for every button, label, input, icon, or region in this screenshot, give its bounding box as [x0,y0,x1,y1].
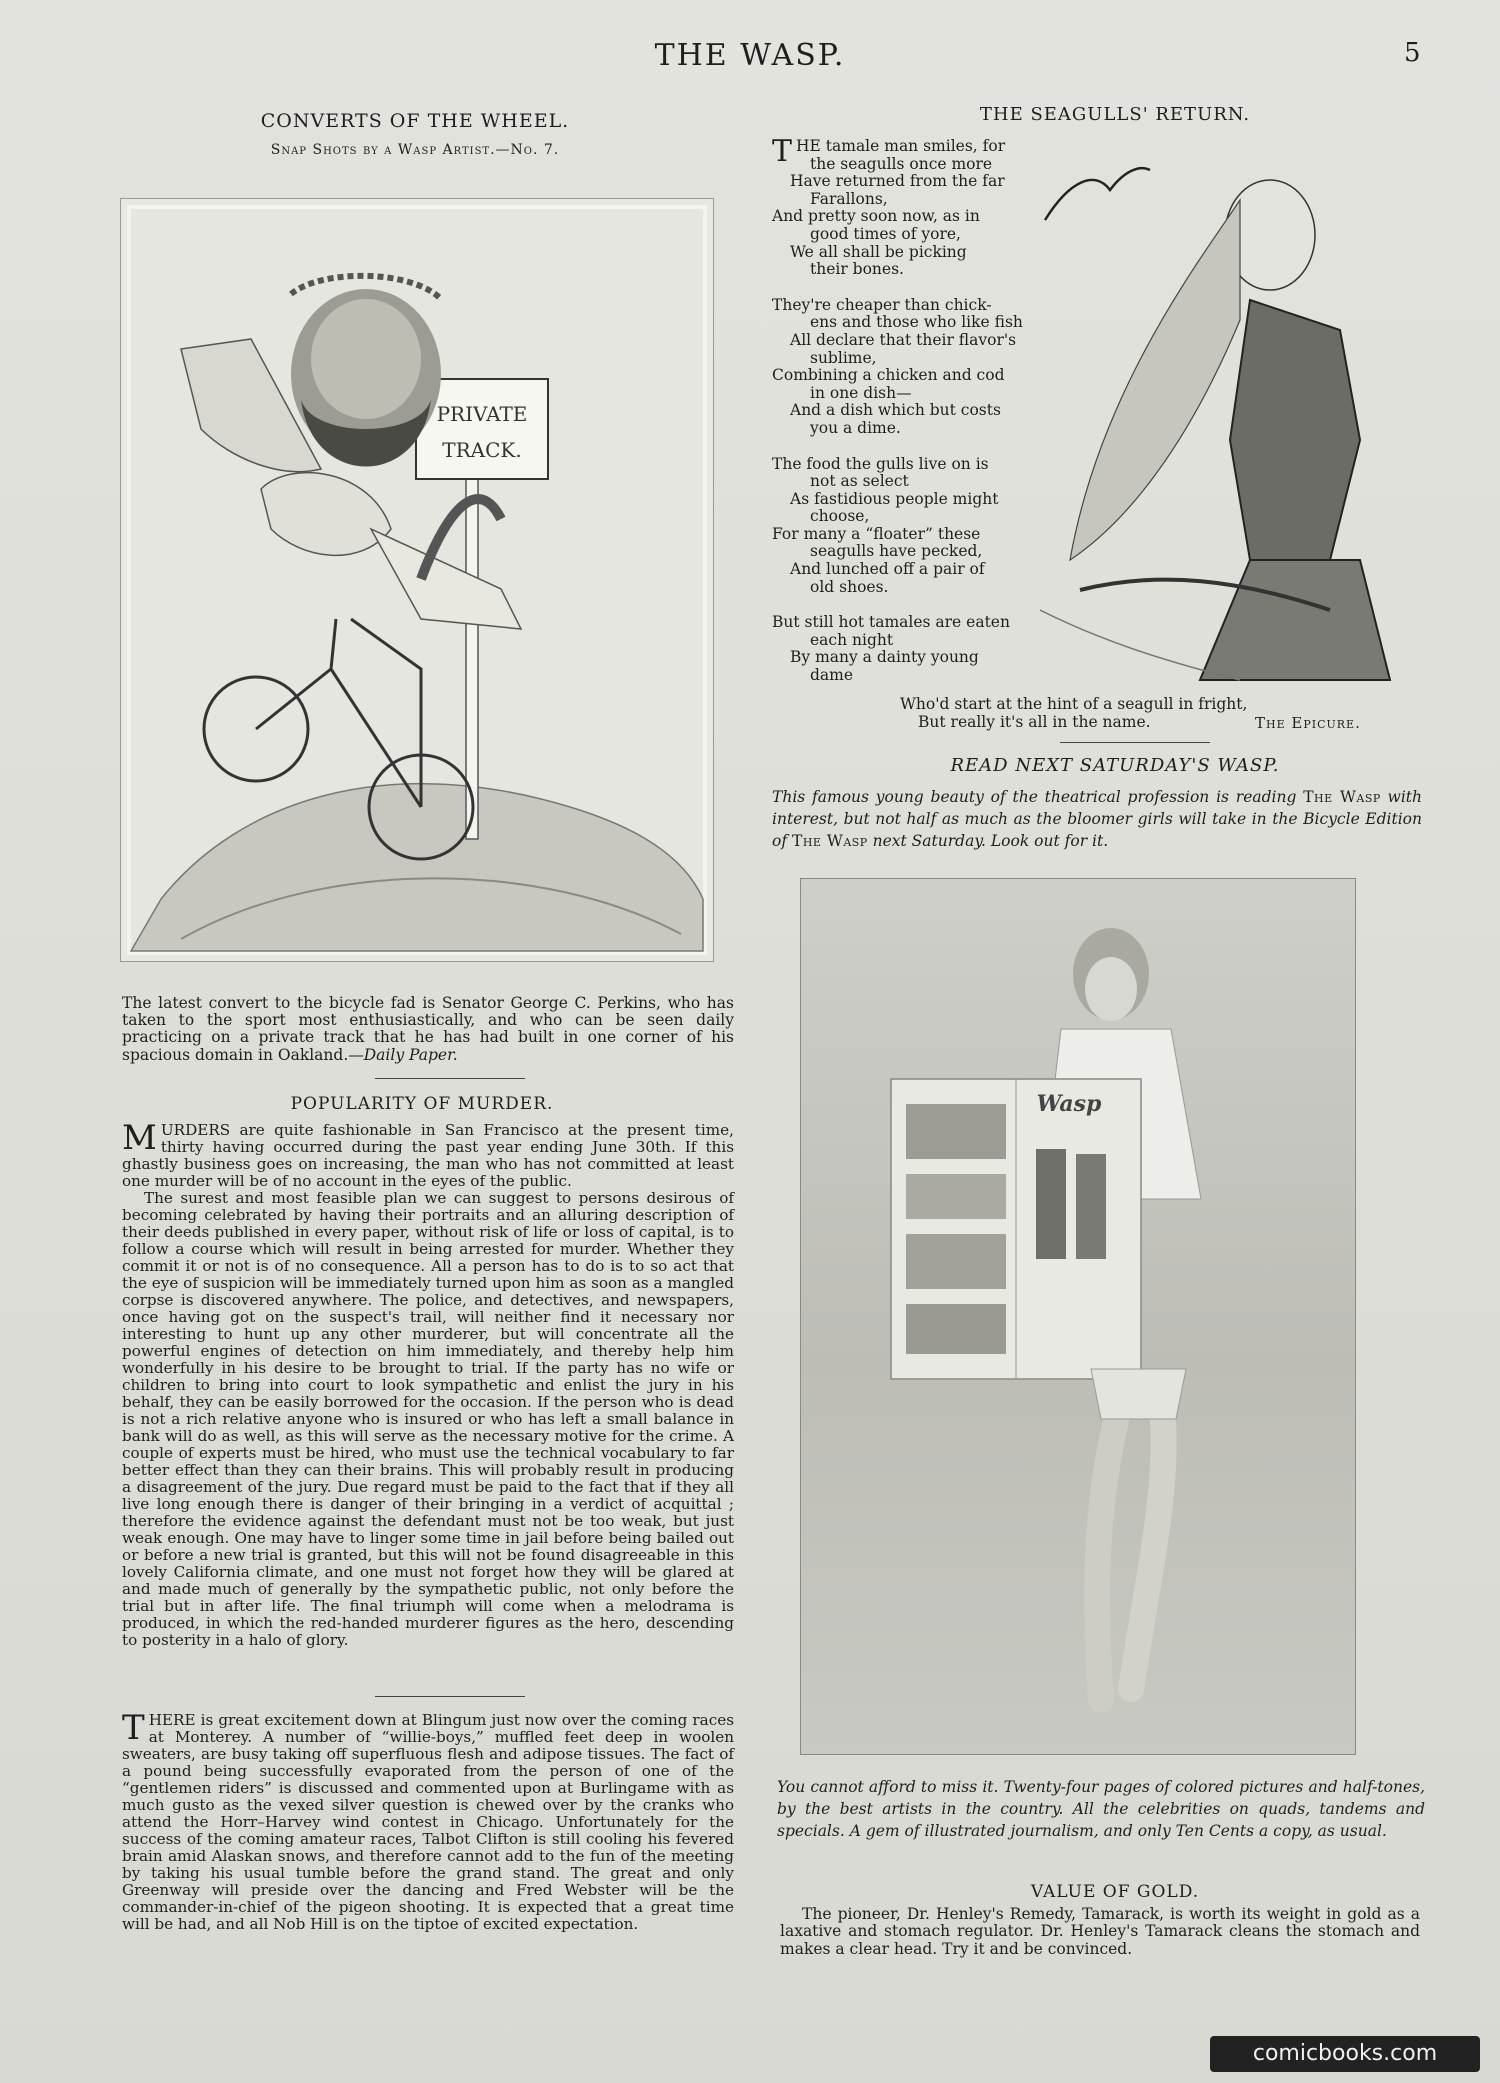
cartoon-illustration [120,198,714,962]
poem-line: their bones. [810,260,904,279]
poem-line: As fastidious people might [790,489,999,508]
sign-text-line1: PRIVATE [436,402,528,426]
poem-line: HE tamale man smiles, for [796,137,1006,155]
poem-line: dame [810,666,854,685]
cartoon-title: CONVERTS OF THE WHEEL. [260,110,570,132]
sign-text-line2: TRACK. [442,438,522,462]
poem-line: By many a dainty young [790,648,979,667]
gold-article [780,1906,1420,1958]
read-text-part: next Saturday. Look out for it. [867,832,1109,850]
poem-line: ens and those who like fish [810,313,1023,332]
actress-photograph [800,878,1356,1755]
divider-rule [375,1078,525,1079]
poem-line: you a dime. [810,418,901,437]
poem-line: They're cheaper than chick- [772,295,992,314]
cartoon-drawing [121,199,713,961]
poem-line: All declare that their flavor's [790,330,1017,349]
read-next-title: READ NEXT SATURDAY'S WASP. [950,755,1280,776]
poem-line: We all shall be picking [790,242,967,261]
poem-line: And pretty soon now, as in [772,207,980,226]
poem-line: Who'd start at the hint of a seagull in fright, [900,695,1248,713]
cartoon-subtitle: Snap Shots by a Wasp Artist.—No. 7. [270,142,560,158]
paper-masthead: Wasp [1036,1091,1102,1117]
poem-line: old shoes. [810,577,889,596]
seagull-lady-illustration [1040,140,1420,700]
caption-source: —Daily Paper. [348,1045,458,1064]
poem-line: choose, [810,507,870,526]
poem-author: The Epicure. [1255,714,1361,732]
seagull-icon [1045,168,1150,220]
murder-paragraph-1: URDERS are quite fashionable in San Francisco at the present time, thirty having occurred during the past year ending June 30th. If this ghastly business goes on increasing, the man who has not committed at least one murder will be of no account in the eyes of the public. [122,1121,734,1190]
poem-title: THE SEAGULLS' RETURN. [979,104,1251,125]
divider-rule [375,1696,525,1697]
poem-line: seagulls have pecked, [810,542,983,561]
gold-paragraph: The pioneer, Dr. Henley's Remedy, Tamarack, is worth its weight in gold as a laxative and stomach regulator. Dr. Henley's Tamarack cleans the stomach and makes a clear head. Try it and be convinced. [780,1905,1420,1958]
poem-line: the seagulls once more [810,154,993,173]
publication-name: The Wasp [1303,788,1381,806]
poem-line: And a dish which but costs [790,401,1001,420]
poem-line: The food the gulls live on is [772,454,989,473]
photo-caption: You cannot afford to miss it. Twenty-four pages of colored pictures and half-tones, by the best artists in the country. All the celebrities on quads, tandems and specials. A gem of illustrated journalism, and only Ten Cents a copy, as usual. [777,1778,1425,1840]
read-text-part: This famous young beauty of the theatrical profession is reading [772,788,1304,806]
poem-stanza-1 [772,134,1042,685]
cartoon-caption [122,995,734,1064]
poem-line: in one dish— [810,383,912,402]
caption-text: The latest convert to the bicycle fad is Senator George C. Perkins, who has taken to the sport most enthusiastically, and who can be seen daily practicing on a private track that he has had built in one corner of his spacious domain in Oakland. [122,994,734,1064]
races-paragraph: HERE is great excitement down at Blingum just now over the coming races at Monterey. A number of “willie-boys,” muffled feet deep in woolen sweaters, are busy taking off superfluous flesh and adipose tissues. The fact of a pound being successfully evaporated from the person of one of the “gentlemen riders” is discussed and commented upon at Burlingame with as much gusto as the vexed silver question is chewed over by the cranks who attend the Horr–Harvey wind contest in Chicago. Unfortunately for the success of the coming amateur races, Talbot Clifton is still cooling his fevered brain amid Alaskan snows, and therefore cannot add to the fun of the meeting by taking his usual tumble before the grand stand. The great and only Greenway will preside over the dancing and Fred Webster will be the commander-in-chief of the pigeon shooting. It is expected that a great time will be had, and all Nob Hill is on the tiptoe of excited expectation. [122,1711,734,1933]
poem-line: But really it's all in the name. [918,713,1151,731]
poem-stanza-2 [772,297,1042,438]
masthead-title: THE WASP. [654,38,846,73]
poem-line: And lunched off a pair of [790,560,985,579]
poem-line: Farallons, [810,189,888,208]
poem-line: good times of yore, [810,224,961,243]
divider-rule [1060,742,1210,743]
page-number: 5 [1404,38,1421,68]
drop-cap: M [122,1118,157,1158]
poem-line: But still hot tamales are eaten [772,613,1010,632]
murder-article-title: POPULARITY OF MURDER. [290,1094,554,1114]
murder-article [122,1118,734,1649]
poem-line: sublime, [810,348,877,367]
read-next-text [772,786,1422,852]
drop-cap: T [772,134,793,169]
poem-line: Combining a chicken and cod [772,366,1005,385]
publication-name: The Wasp [792,832,868,850]
poem-stanza-3 [772,456,1042,597]
poem-stanza-4 [772,614,1042,684]
drop-cap: T [122,1708,145,1748]
poem-line: For many a “floater” these [772,524,981,543]
poem-line: each night [810,630,894,649]
poem-line: Have returned from the far [790,172,1005,191]
read-text-part: with interest, but not half as much as the bloomer girls will take in the Bicycle Edition of [772,788,1422,850]
poem-line: not as select [810,472,909,491]
site-watermark: comicbooks.com [1210,2036,1480,2072]
murder-paragraph-2: The surest and most feasible plan we can suggest to persons desirous of becoming celebrated by having their portraits and an alluring description of their deeds published in every paper, without risk of life or loss of capital, is to follow a course which will result in being arrested for murder. Whether they commit it or not is of no consequence. All a person has to do is to so act that the eye of suspicion will be immediately turned upon him as soon as a mangled corpse is discovered anywhere. The police, and detectives, and newspapers, once having got on the suspect's trail, will neither find it necessary nor interesting to hunt up any other murderer, but will concentrate all the powerful engines of detection on him immediately, and thereby help him wonderfully in his desire to be brought to trial. If the party has no wife or children to bring into court to look sympathetic and enlist the jury in his behalf, they can be easily borrowed for the occasion. If the person who is dead is not a rich relative anyone who is insured or who has left a small balance in bank will do as well, as this will serve as the necessary motive for the crime. A couple of experts must be hired, who must use the technical vocabulary to far better effect than they can their brains. This will probably result in producing a disagreement of the jury. Due regard must be paid to the fact that if they all live long enough there is danger of their bringing in a verdict of acquittal ; therefore the evidence against the defendant must not be too weak, but just weak enough. One may have to linger some time in jail before being bailed out or before a new trial is granted, but this will not be found disagreeable in this lovely California climate, and one must not forget how they will be glared at and made much of generally by the sympathetic public, not only before the trial but in after life. The final triumph will come when a melodrama is produced, in which the red-handed murderer figures as the hero, descending to posterity in a halo of glory. [122,1189,734,1649]
races-article [122,1708,734,1933]
photo-drawing [801,879,1355,1754]
gold-title: VALUE OF GOLD. [1030,1882,1200,1902]
